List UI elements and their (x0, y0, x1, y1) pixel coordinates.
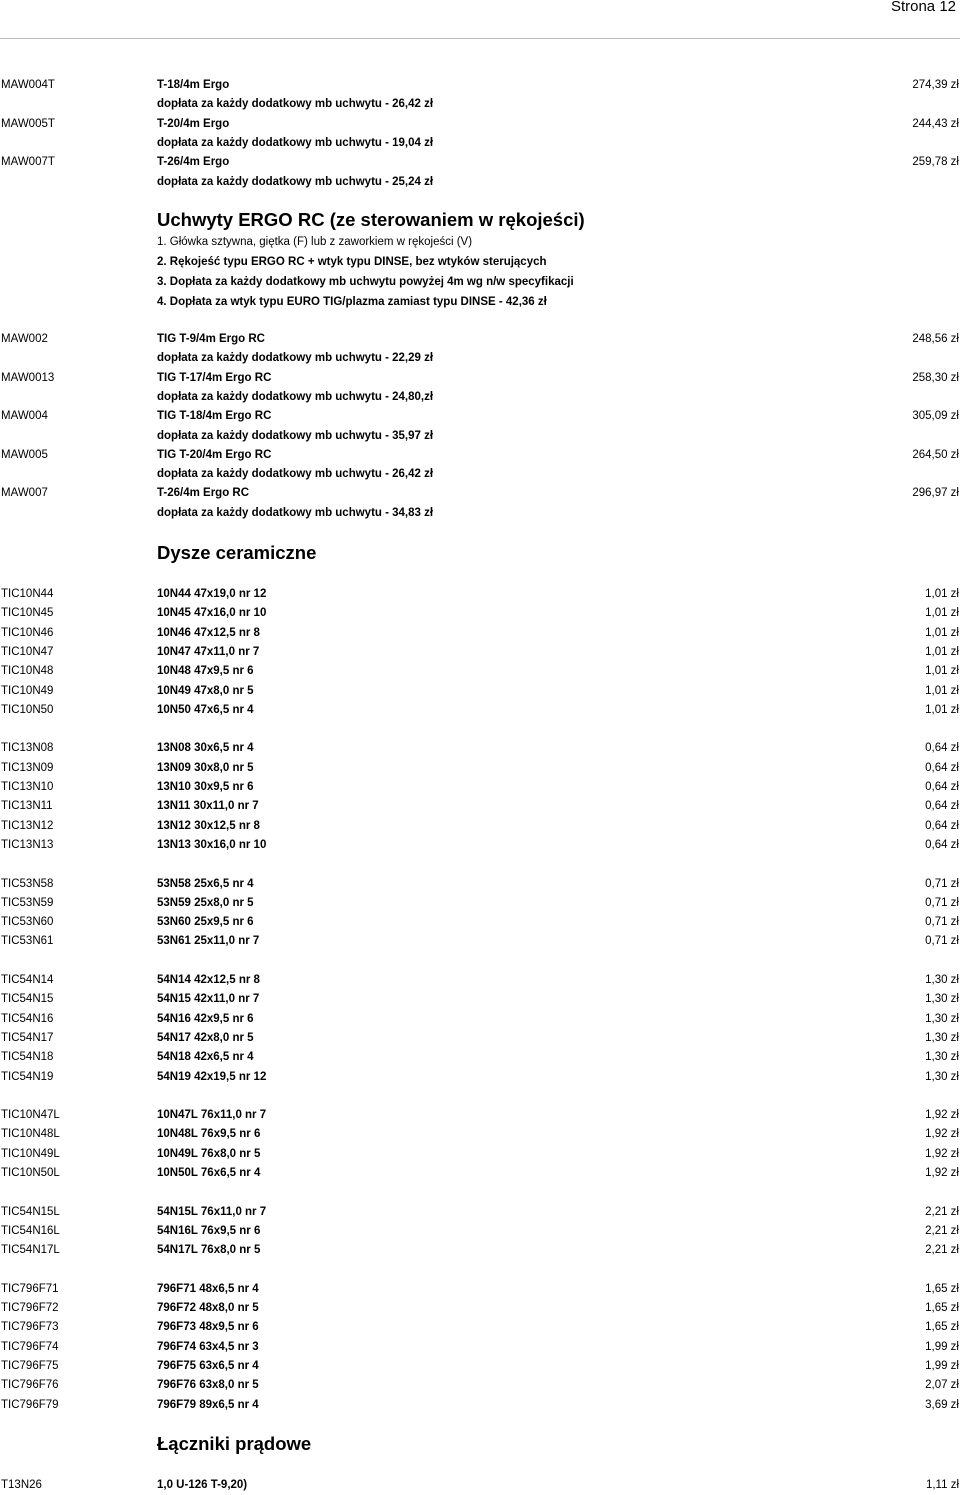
table-row (0, 875, 960, 894)
table-row (0, 1029, 960, 1048)
product-name: 10N47 47x11,0 nr 7 (157, 645, 260, 658)
table-row (0, 388, 960, 407)
product-code: TIC796F71 (1, 1282, 59, 1295)
table-row (0, 484, 960, 503)
product-code: TIC10N48 (1, 665, 54, 678)
product-price: 1,01 zł (925, 645, 959, 658)
product-price: 1,11 zł (925, 1479, 959, 1491)
product-code: TIC53N61 (1, 935, 54, 948)
product-name: dopłata za każdy dodatkowy mb uchwytu - 26,42 zł (157, 468, 434, 481)
product-code: TIC13N11 (1, 800, 53, 813)
product-code: TIC10N49L (1, 1147, 60, 1160)
product-price: 1,65 zł (925, 1321, 959, 1334)
product-name: 796F74 63x4,5 nr 3 (157, 1340, 259, 1353)
table-row (0, 1068, 960, 1087)
table-row (0, 894, 960, 913)
product-name: dopłata za każdy dodatkowy mb uchwytu - 25,24 zł (157, 175, 434, 188)
product-price: 1,65 zł (925, 1302, 959, 1315)
product-price: 1,01 zł (925, 588, 959, 600)
product-price: 0,64 zł (925, 781, 959, 793)
product-name: 54N19 42x19,5 nr 12 (157, 1070, 267, 1083)
product-name: 54N16L 76x9,5 nr 6 (157, 1224, 261, 1237)
product-price: 259,78 zł (912, 156, 959, 169)
product-code: TIC13N10 (1, 781, 54, 793)
table-row (0, 797, 960, 816)
table-row (0, 1338, 960, 1357)
product-name: 13N11 30x11,0 nr 7 (157, 800, 259, 813)
product-price: 2,21 zł (925, 1205, 959, 1218)
table-row (0, 1048, 960, 1067)
table-row (0, 173, 960, 192)
product-code: MAW004 (1, 410, 48, 423)
product-name: T-26/4m Ergo (157, 156, 230, 169)
table-row (0, 1106, 960, 1125)
product-name: dopłata za każdy dodatkowy mb uchwytu - 35,97 zł (157, 429, 434, 442)
product-name: 53N60 25x9,5 nr 6 (157, 916, 254, 929)
table-row (0, 1222, 960, 1241)
table-row (0, 913, 960, 932)
product-price: 0,64 zł (925, 800, 959, 813)
table-row (0, 95, 960, 114)
product-price: 2,21 zł (925, 1244, 959, 1257)
table-row (0, 1318, 960, 1337)
product-code: T13N26 (1, 1479, 42, 1491)
product-name: 54N16 42x9,5 nr 6 (157, 1012, 254, 1025)
section-title-nozzles: Dysze ceramiczne (157, 542, 317, 563)
product-name: T-18/4m Ergo (157, 79, 230, 91)
product-price: 1,30 zł (925, 1012, 959, 1025)
table-row (0, 643, 960, 662)
product-code: TIC54N15L (1, 1205, 60, 1218)
product-code: TIC796F74 (1, 1340, 59, 1353)
product-price: 2,07 zł (925, 1379, 959, 1392)
product-price: 1,92 zł (925, 1147, 959, 1160)
product-name: 54N15L 76x11,0 nr 7 (157, 1205, 267, 1218)
table-row (0, 971, 960, 990)
table-row (0, 1203, 960, 1222)
table-row (0, 836, 960, 855)
table-row (0, 349, 960, 368)
table-row (0, 407, 960, 426)
product-name: 796F76 63x8,0 nr 5 (157, 1379, 259, 1392)
section-title-connectors: Łączniki prądowe (157, 1433, 312, 1454)
table-row (0, 817, 960, 836)
product-name: 13N09 30x8,0 nr 5 (157, 761, 254, 774)
table-row (0, 624, 960, 643)
product-name: dopłata za każdy dodatkowy mb uchwytu - 34,83 zł (157, 506, 434, 519)
product-code: TIC10N47 (1, 645, 54, 658)
product-code: TIC54N19 (1, 1070, 54, 1083)
table-row (0, 585, 960, 604)
product-price: 3,69 zł (925, 1398, 959, 1411)
product-price: 296,97 zł (912, 487, 959, 500)
product-price: 1,30 zł (925, 1031, 959, 1044)
table-row (0, 134, 960, 153)
product-name: TIG T-20/4m Ergo RC (157, 448, 272, 461)
table-row (0, 1299, 960, 1318)
product-name: 10N46 47x12,5 nr 8 (157, 626, 260, 639)
product-code: TIC53N59 (1, 896, 54, 909)
product-code: MAW007 (1, 487, 48, 500)
section-note: 2. Rękojeść typu ERGO RC + wtyk typu DINSE, bez wtyków sterujących (157, 255, 547, 268)
product-name: 10N48 47x9,5 nr 6 (157, 665, 254, 678)
table-row (0, 1396, 960, 1415)
product-price: 244,43 zł (912, 117, 959, 130)
product-name: T-20/4m Ergo (157, 117, 230, 130)
product-code: TIC53N60 (1, 916, 54, 929)
product-name: 10N49L 76x8,0 nr 5 (157, 1147, 261, 1160)
product-name: TIG T-9/4m Ergo RC (157, 333, 265, 345)
table-row (0, 1125, 960, 1144)
product-code: TIC54N14 (1, 974, 54, 986)
product-price: 0,71 zł (925, 935, 959, 948)
product-name: 13N12 30x12,5 nr 8 (157, 819, 260, 832)
product-price: 1,01 zł (925, 684, 959, 697)
product-code: TIC54N17 (1, 1031, 54, 1044)
table-row (0, 739, 960, 758)
product-code: TIC54N16 (1, 1012, 54, 1025)
product-name: 10N45 47x16,0 nr 10 (157, 607, 267, 620)
product-price: 1,30 zł (925, 1051, 959, 1064)
section-note: 3. Dopłata za każdy dodatkowy mb uchwytu powyżej 4m wg n/w specyfikacji (157, 275, 574, 288)
product-name: 10N50 47x6,5 nr 4 (157, 703, 254, 716)
table-row (0, 682, 960, 701)
table-row (0, 153, 960, 172)
product-code: TIC13N12 (1, 819, 54, 832)
product-name: 1,0 U-126 T-9,20) (157, 1479, 248, 1491)
table-row (0, 1476, 960, 1495)
product-price: 0,71 zł (925, 916, 959, 929)
product-name: 796F73 48x9,5 nr 6 (157, 1321, 259, 1334)
table-row (0, 1164, 960, 1183)
product-name: 13N10 30x9,5 nr 6 (157, 781, 254, 793)
product-code: TIC10N44 (1, 588, 54, 600)
product-code: TIC54N18 (1, 1051, 54, 1064)
section-note: 4. Dopłata za wtyk typu EURO TIG/plazma zamiast typu DINSE - 42,36 zł (157, 295, 547, 308)
page-header (0, 0, 960, 39)
product-name: 10N48L 76x9,5 nr 6 (157, 1128, 261, 1141)
product-price: 1,01 zł (925, 665, 959, 678)
product-price: 1,01 zł (925, 607, 959, 620)
table-row (0, 778, 960, 797)
product-name: 10N49 47x8,0 nr 5 (157, 684, 254, 697)
product-price: 0,71 zł (925, 877, 959, 890)
table-row (0, 465, 960, 484)
product-name: TIG T-17/4m Ergo RC (157, 371, 272, 384)
product-code: TIC796F75 (1, 1360, 59, 1372)
product-price: 305,09 zł (912, 410, 959, 423)
table-row (0, 1010, 960, 1029)
table-row (0, 1376, 960, 1395)
product-code: TIC10N50 (1, 703, 54, 716)
product-code: MAW005 (1, 448, 48, 461)
product-name: 796F72 48x8,0 nr 5 (157, 1302, 259, 1315)
product-name: 53N61 25x11,0 nr 7 (157, 935, 260, 948)
product-name: 10N47L 76x11,0 nr 7 (157, 1109, 267, 1122)
product-price: 1,99 zł (925, 1340, 959, 1353)
product-price: 0,71 zł (925, 896, 959, 909)
product-name: TIG T-18/4m Ergo RC (157, 410, 272, 423)
product-code: TIC13N09 (1, 761, 54, 774)
product-code: TIC10N48L (1, 1128, 60, 1141)
table-row (0, 1145, 960, 1164)
product-price: 1,92 zł (925, 1128, 959, 1141)
product-code: TIC54N15 (1, 993, 54, 1006)
product-price: 1,30 zł (925, 1070, 959, 1083)
product-code: TIC13N08 (1, 742, 54, 755)
product-code: TIC54N17L (1, 1244, 60, 1257)
table-row (0, 932, 960, 951)
product-name: 54N17 42x8,0 nr 5 (157, 1031, 254, 1044)
product-price: 0,64 zł (925, 819, 959, 832)
product-price: 0,64 zł (925, 838, 959, 851)
table-row (0, 759, 960, 778)
section-title-ergo-rc: Uchwyty ERGO RC (ze sterowaniem w rękojeści) (157, 209, 585, 230)
product-code: TIC10N49 (1, 684, 54, 697)
product-code: TIC10N45 (1, 607, 54, 620)
product-code: TIC53N58 (1, 877, 54, 890)
table-row (0, 76, 960, 95)
product-name: dopłata za każdy dodatkowy mb uchwytu - 19,04 zł (157, 136, 434, 149)
product-price: 1,30 zł (925, 993, 959, 1006)
table-row (0, 369, 960, 388)
product-name: 10N50L 76x6,5 nr 4 (157, 1167, 261, 1179)
product-price: 1,99 zł (925, 1360, 959, 1372)
table-row (0, 990, 960, 1009)
product-name: T-26/4m Ergo RC (157, 487, 250, 500)
product-code: TIC796F72 (1, 1302, 59, 1315)
product-price: 248,56 zł (912, 333, 959, 345)
product-name: 796F75 63x6,5 nr 4 (157, 1360, 259, 1372)
product-name: 53N58 25x6,5 nr 4 (157, 877, 254, 890)
table-row (0, 330, 960, 349)
product-code: TIC796F79 (1, 1398, 59, 1411)
product-code: TIC10N47L (1, 1109, 60, 1122)
product-code: TIC54N16L (1, 1224, 60, 1237)
product-price: 1,30 zł (925, 974, 959, 986)
product-price: 264,50 zł (912, 448, 959, 461)
product-price: 1,65 zł (925, 1282, 959, 1295)
product-name: dopłata za każdy dodatkowy mb uchwytu - 22,29 zł (157, 352, 434, 365)
product-code: MAW0013 (1, 371, 55, 384)
product-name: 13N08 30x6,5 nr 4 (157, 742, 254, 755)
product-code: MAW004T (1, 79, 55, 91)
product-code: MAW002 (1, 333, 48, 345)
product-price: 274,39 zł (912, 79, 959, 91)
product-price: 1,01 zł (925, 703, 959, 716)
product-name: 10N44 47x19,0 nr 12 (157, 588, 267, 600)
table-row (0, 1280, 960, 1299)
product-name: dopłata za każdy dodatkowy mb uchwytu - 26,42 zł (157, 98, 434, 111)
table-row (0, 446, 960, 465)
product-name: 54N17L 76x8,0 nr 5 (157, 1244, 261, 1257)
product-price: 258,30 zł (912, 371, 959, 384)
table-row (0, 701, 960, 720)
product-price: 1,92 zł (925, 1109, 959, 1122)
product-price: 0,64 zł (925, 761, 959, 774)
product-price: 0,64 zł (925, 742, 959, 755)
product-name: 54N18 42x6,5 nr 4 (157, 1051, 254, 1064)
product-code: MAW007T (1, 156, 55, 169)
product-name: 13N13 30x16,0 nr 10 (157, 838, 267, 851)
product-name: 796F79 89x6,5 nr 4 (157, 1398, 259, 1411)
section-note: 1. Główka sztywna, giętka (F) lub z zaworkiem w rękojeści (V) (157, 236, 473, 248)
table-row (0, 1241, 960, 1260)
product-name: 54N15 42x11,0 nr 7 (157, 993, 260, 1006)
table-row (0, 1357, 960, 1376)
product-price: 1,01 zł (925, 626, 959, 639)
product-name: 53N59 25x8,0 nr 5 (157, 896, 254, 909)
product-name: 54N14 42x12,5 nr 8 (157, 974, 260, 986)
table-row (0, 427, 960, 446)
product-code: TIC10N50L (1, 1167, 60, 1179)
product-price: 1,92 zł (925, 1167, 959, 1179)
page-number: Strona 12 (890, 0, 956, 15)
product-price: 2,21 zł (925, 1224, 959, 1237)
product-code: TIC796F73 (1, 1321, 59, 1334)
table-row (0, 604, 960, 623)
product-name: dopłata za każdy dodatkowy mb uchwytu - 24,80,zł (157, 390, 434, 403)
product-code: TIC13N13 (1, 838, 54, 851)
table-row (0, 662, 960, 681)
product-code: TIC10N46 (1, 626, 54, 639)
product-code: TIC796F76 (1, 1379, 59, 1392)
product-name: 796F71 48x6,5 nr 4 (157, 1282, 259, 1295)
table-row (0, 504, 960, 523)
table-row (0, 115, 960, 134)
product-code: MAW005T (1, 117, 55, 130)
